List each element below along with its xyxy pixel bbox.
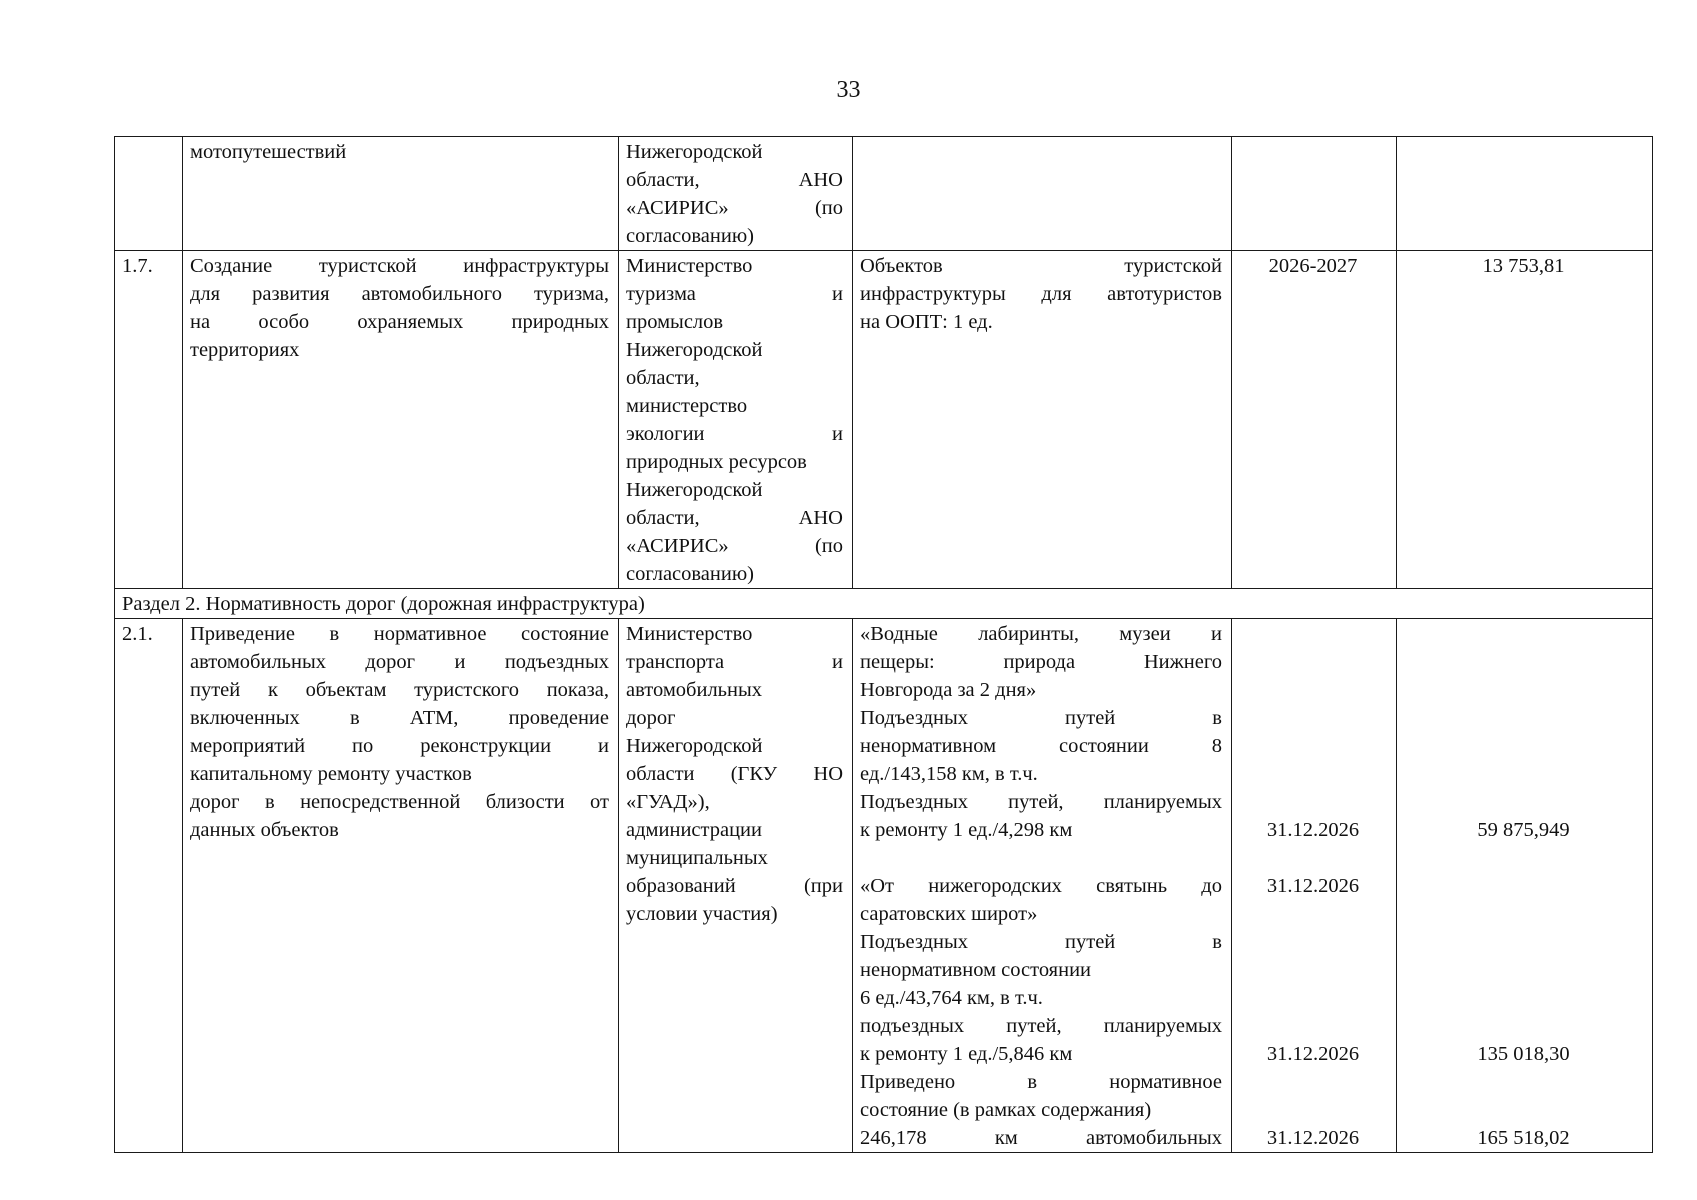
activity-name-line: данных объектов (190, 819, 339, 841)
responsible-line: промыслов (626, 311, 724, 333)
cell-period (1232, 619, 1397, 1153)
activity-name-text: мотопутешествий (190, 141, 347, 163)
responsible-line: Министерство (626, 623, 753, 645)
spacer (1239, 1012, 1387, 1040)
cell-responsible (619, 251, 853, 589)
spacer (1239, 704, 1387, 732)
responsible-line: министерство (626, 395, 748, 417)
spacer (1239, 984, 1387, 1012)
spacer (1239, 760, 1387, 788)
result-line: подъездных путей, планируемых (860, 1015, 1222, 1037)
activity-name-line: мероприятий по реконструкции и (190, 735, 609, 757)
spacer (1239, 900, 1387, 928)
section-header-row (115, 589, 1653, 619)
cell-amount (1397, 137, 1653, 251)
responsible-line: экологии и (626, 423, 843, 445)
result-line: пещеры: природа Нижнего (860, 651, 1222, 673)
spacer (1404, 900, 1643, 928)
spacer (1239, 1096, 1387, 1124)
responsible-line: согласованию) (626, 563, 754, 585)
spacer (1239, 788, 1387, 816)
spacer (1404, 984, 1643, 1012)
spacer (1404, 1012, 1643, 1040)
result-line: 6 ед./43,764 км, в т.ч. (860, 987, 1043, 1009)
period-date: 31.12.2026 (1266, 1043, 1360, 1065)
period-date: 31.12.2026 (1266, 875, 1360, 897)
spacer (1404, 648, 1643, 676)
cell-amount (1397, 619, 1653, 1153)
responsible-line: Нижегородской (626, 339, 763, 361)
cell-result (853, 251, 1232, 589)
activity-name-line: для развития автомобильного туризма, (190, 283, 609, 305)
spacer (1404, 620, 1643, 648)
spacer (1404, 732, 1643, 760)
result-line: к ремонту 1 ед./4,298 км (860, 819, 1073, 841)
spacer (1404, 704, 1643, 732)
result-line: «От нижегородских святынь до (860, 875, 1222, 897)
amount-value: 165 518,02 (1477, 1127, 1570, 1149)
result-spacer (860, 844, 1222, 872)
spacer (1239, 928, 1387, 956)
cell-activity-name (183, 137, 619, 251)
period-date: 31.12.2026 (1266, 819, 1360, 841)
responsible-line: области, АНО (626, 169, 843, 191)
section-title: Раздел 2. Нормативность дорог (дорожная инфраструктура) (115, 589, 1653, 619)
cell-amount: 13 753,81 (1397, 251, 1653, 589)
result-line: Объектов туристской (860, 255, 1222, 277)
spacer (1404, 676, 1643, 704)
spacer (1404, 956, 1643, 984)
spacer (1404, 788, 1643, 816)
activity-name-line: путей к объектам туристского показа, (190, 679, 609, 701)
responsible-line: муниципальных (626, 847, 768, 869)
responsible-line: Нижегородской (626, 479, 763, 501)
spacer (1239, 732, 1387, 760)
activity-name-line: дорог в непосредственной близости от (190, 791, 609, 813)
responsible-line: автомобильных (626, 679, 763, 701)
result-line: 246,178 км автомобильных (860, 1127, 1222, 1149)
spacer (1404, 844, 1643, 872)
result-line: Подъездных путей, планируемых (860, 791, 1222, 813)
table-row-1-7 (115, 251, 1653, 589)
responsible-line: «АСИРИС» (по (626, 197, 843, 219)
page-number: 33 (836, 77, 861, 103)
result-line: состояние (в рамках содержания) (860, 1099, 1152, 1121)
responsible-line: Министерство (626, 255, 753, 277)
amount-value: 135 018,30 (1477, 1043, 1570, 1065)
responsible-line: Нижегородской (626, 141, 763, 163)
amount-value: 59 875,949 (1477, 819, 1570, 841)
responsible-line: туризма и (626, 283, 843, 305)
result-line: «Водные лабиринты, музеи и (860, 623, 1222, 645)
responsible-line: транспорта и (626, 651, 843, 673)
responsible-line: области, АНО (626, 507, 843, 529)
result-line: ед./143,158 км, в т.ч. (860, 763, 1038, 785)
activity-name-line: включенных в АТМ, проведение (190, 707, 609, 729)
table-row-2-1 (115, 619, 1653, 1153)
activity-name-line: автомобильных дорог и подъездных (190, 651, 609, 673)
result-line: Подъездных путей в (860, 931, 1222, 953)
spacer (1404, 928, 1643, 956)
spacer (1239, 956, 1387, 984)
activity-name-line: капитальному ремонту участков (190, 763, 472, 785)
cell-responsible (619, 619, 853, 1153)
responsible-line: условии участия) (626, 903, 778, 925)
responsible-line: «АСИРИС» (по (626, 535, 843, 557)
cell-period: 2026-2027 (1232, 251, 1397, 589)
plan-table (114, 136, 1653, 1153)
responsible-line: области (ГКУ НО (626, 763, 843, 785)
cell-result (853, 619, 1232, 1153)
result-line: ненормативном состоянии 8 (860, 735, 1222, 757)
spacer (1239, 676, 1387, 704)
result-line: Подъездных путей в (860, 707, 1222, 729)
spacer (1239, 844, 1387, 872)
cell-period (1232, 137, 1397, 251)
activity-name-line: Создание туристской инфраструктуры (190, 255, 609, 277)
responsible-line: природных ресурсов (626, 451, 807, 473)
responsible-line: дорог (626, 707, 676, 729)
spacer (1404, 872, 1643, 900)
activity-name-line: территориях (190, 339, 300, 361)
result-line: Новгорода за 2 дня» (860, 679, 1037, 701)
spacer (1404, 1096, 1643, 1124)
cell-responsible (619, 137, 853, 251)
result-line: ненормативном состоянии (860, 959, 1092, 981)
spacer (1239, 620, 1387, 648)
responsible-line: области, (626, 367, 700, 389)
result-line: на ООПТ: 1 ед. (860, 311, 993, 333)
responsible-line: образований (при (626, 875, 843, 897)
spacer (1404, 760, 1643, 788)
cell-number (115, 137, 183, 251)
responsible-line: Нижегородской (626, 735, 763, 757)
responsible-line: согласованию) (626, 225, 754, 247)
spacer (1239, 648, 1387, 676)
period-date: 31.12.2026 (1266, 1127, 1360, 1149)
spacer (1404, 1068, 1643, 1096)
result-line: к ремонту 1 ед./5,846 км (860, 1043, 1073, 1065)
row-number: 2.1. (115, 619, 183, 1153)
spacer (1239, 1068, 1387, 1096)
cell-activity-name (183, 619, 619, 1153)
row-number: 1.7. (115, 251, 183, 589)
responsible-line: «ГУАД»), (626, 791, 710, 813)
activity-name-line: Приведение в нормативное состояние (190, 623, 609, 645)
cell-activity-name (183, 251, 619, 589)
cell-result (853, 137, 1232, 251)
activity-name-line: на особо охраняемых природных (190, 311, 609, 333)
result-line: саратовских широт» (860, 903, 1038, 925)
result-line: инфраструктуры для автотуристов (860, 283, 1222, 305)
result-line: Приведено в нормативное (860, 1071, 1222, 1093)
responsible-line: администрации (626, 819, 762, 841)
table-row-continuation (115, 137, 1653, 251)
